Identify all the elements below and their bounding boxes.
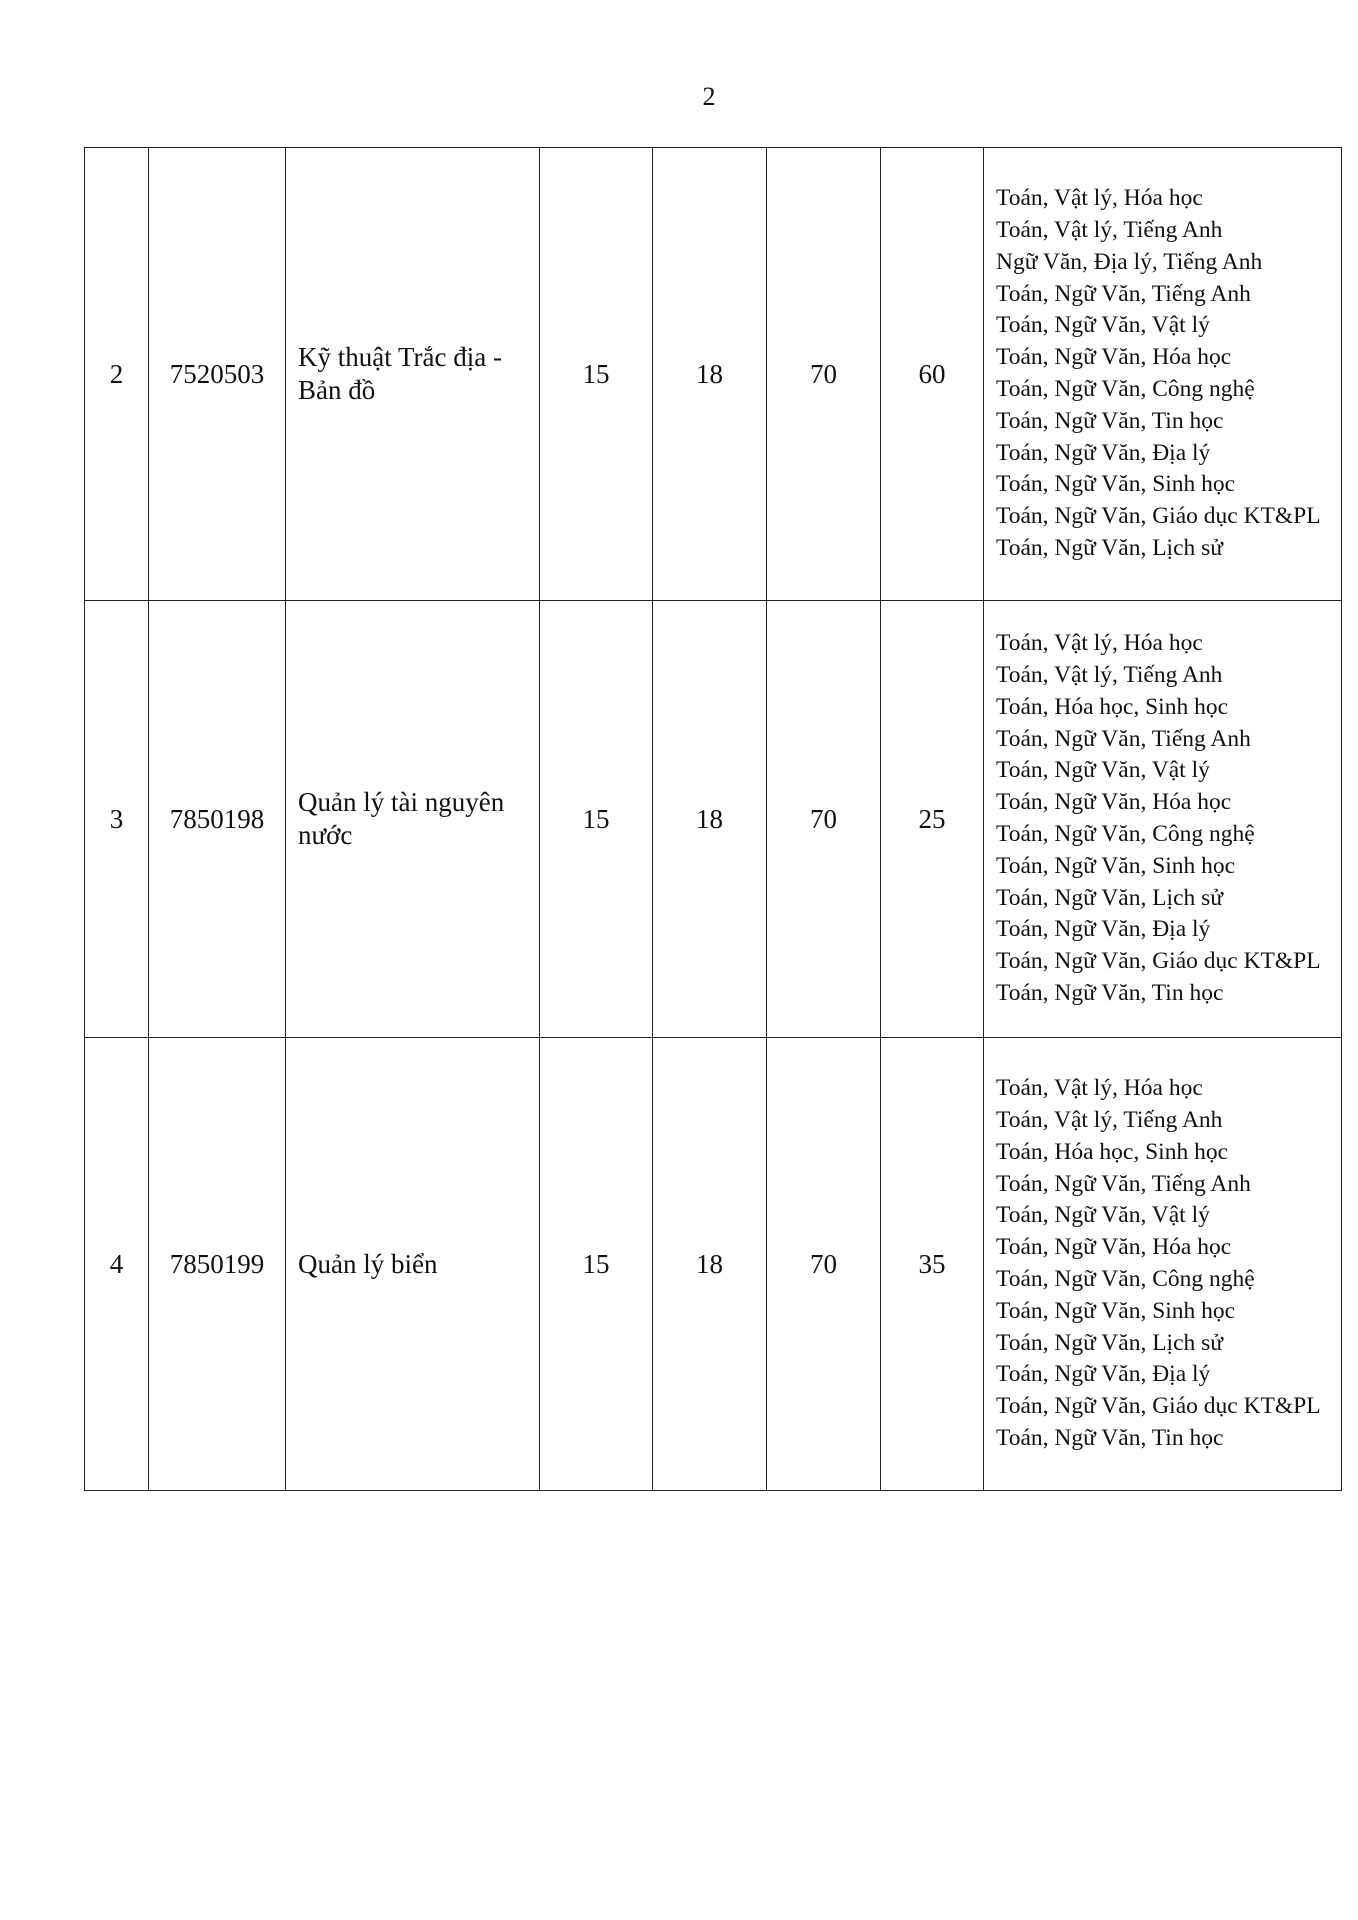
subject-combination: Toán, Ngữ Văn, Tiếng Anh [996,725,1251,752]
subject-combination: Toán, Ngữ Văn, Lịch sử [996,534,1224,561]
table-row [85,148,1342,601]
cell-value-col6: 70 [767,601,881,1038]
subject-combination: Toán, Ngữ Văn, Tiếng Anh [996,280,1251,307]
cell-value-col7: 60 [881,148,984,601]
subject-combination: Toán, Ngữ Văn, Vật lý [996,1202,1210,1229]
cell-value-col5: 18 [653,1038,767,1491]
subject-combination: Toán, Ngữ Văn, Sinh học [996,852,1236,879]
subject-combination: Toán, Ngữ Văn, Hóa học [996,344,1232,371]
cell-subject-combinations [984,148,1342,601]
subject-combination: Toán, Ngữ Văn, Tiếng Anh [996,1170,1251,1197]
cell-stt: 2 [85,148,149,601]
subject-combination: Toán, Ngữ Văn, Tin học [996,1424,1224,1451]
subject-combination: Toán, Ngữ Văn, Lịch sử [996,884,1224,911]
admissions-table [84,147,1342,1491]
subject-combination: Toán, Ngữ Văn, Địa lý [996,1361,1211,1388]
subject-combination: Toán, Ngữ Văn, Tin học [996,407,1224,434]
page-number: 2 [702,82,716,111]
subject-combination: Toán, Ngữ Văn, Giáo dục KT&PL [996,1393,1321,1420]
cell-value-col4: 15 [540,148,653,601]
subject-combination: Toán, Ngữ Văn, Giáo dục KT&PL [996,948,1321,975]
subject-combination: Toán, Ngữ Văn, Công nghệ [996,376,1255,402]
subject-combination: Toán, Ngữ Văn, Công nghệ [996,821,1255,847]
cell-value-col6: 70 [767,148,881,601]
subject-combination: Toán, Vật lý, Hóa học [996,185,1203,212]
subject-combination: Toán, Ngữ Văn, Vật lý [996,312,1210,339]
cell-value-col7: 25 [881,601,984,1038]
cell-value-col4: 15 [540,1038,653,1491]
subject-combination: Toán, Vật lý, Tiếng Anh [996,1107,1223,1134]
subject-combination: Toán, Ngữ Văn, Giáo dục KT&PL [996,503,1321,530]
subject-combination: Toán, Ngữ Văn, Vật lý [996,757,1210,784]
subject-combination: Toán, Ngữ Văn, Lịch sử [996,1329,1224,1356]
subject-combination: Toán, Vật lý, Tiếng Anh [996,217,1223,244]
subject-combination: Ngữ Văn, Địa lý, Tiếng Anh [996,248,1263,275]
subject-combination: Toán, Ngữ Văn, Địa lý [996,439,1211,466]
cell-major-name: Quản lý tài nguyên nước [286,601,540,1038]
cell-subject-combinations [984,1038,1342,1491]
subject-combination: Toán, Vật lý, Hóa học [996,1075,1203,1102]
cell-stt: 4 [85,1038,149,1491]
cell-value-col7: 35 [881,1038,984,1491]
subject-combination: Toán, Ngữ Văn, Công nghệ [996,1266,1255,1292]
subject-combination: Toán, Ngữ Văn, Hóa học [996,789,1232,816]
cell-value-col6: 70 [767,1038,881,1491]
subject-combination: Toán, Vật lý, Hóa học [996,630,1203,657]
subject-combination: Toán, Ngữ Văn, Hóa học [996,1234,1232,1261]
subject-combination: Toán, Ngữ Văn, Sinh học [996,471,1236,498]
subject-combination: Toán, Ngữ Văn, Địa lý [996,916,1211,943]
cell-major-code: 7520503 [149,148,286,601]
subject-combination: Toán, Hóa học, Sinh học [996,693,1229,720]
subject-combination: Toán, Ngữ Văn, Sinh học [996,1297,1236,1324]
table-row [85,601,1342,1038]
cell-subject-combinations [984,601,1342,1038]
cell-major-code: 7850198 [149,601,286,1038]
subject-combination: Toán, Ngữ Văn, Tin học [996,979,1224,1006]
cell-major-name: Kỹ thuật Trắc địa - Bản đồ [286,148,540,601]
cell-value-col5: 18 [653,601,767,1038]
cell-major-name: Quản lý biển [286,1038,540,1491]
table-row [85,1038,1342,1491]
cell-value-col5: 18 [653,148,767,601]
cell-major-code: 7850199 [149,1038,286,1491]
cell-value-col4: 15 [540,601,653,1038]
subject-combination: Toán, Vật lý, Tiếng Anh [996,662,1223,689]
subject-combination: Toán, Hóa học, Sinh học [996,1138,1229,1165]
cell-stt: 3 [85,601,149,1038]
